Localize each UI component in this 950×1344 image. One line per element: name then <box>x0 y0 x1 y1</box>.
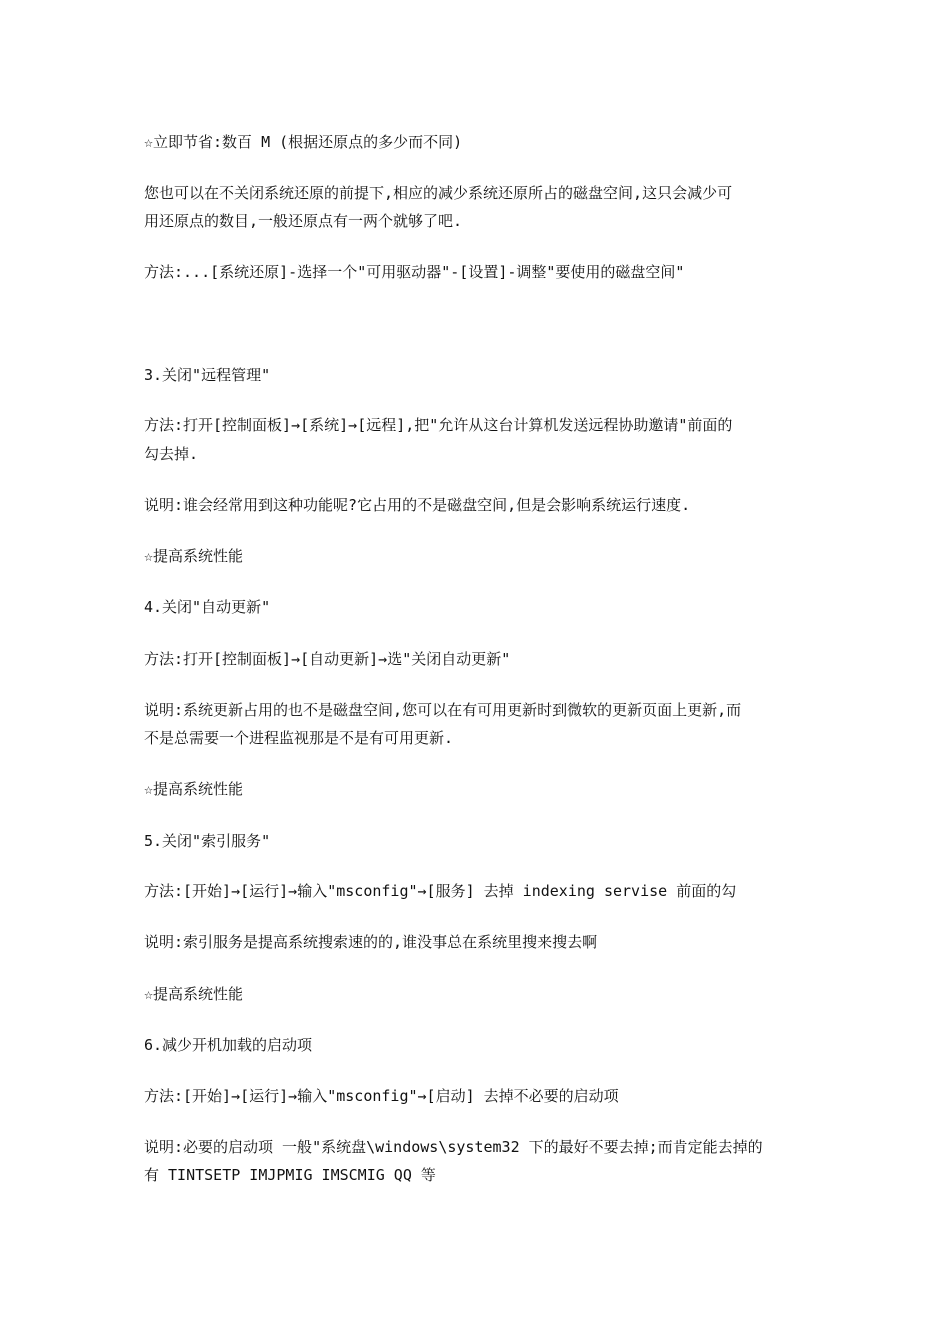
section-heading: 6.减少开机加载的启动项 <box>144 1036 313 1054</box>
text-line: 您也可以在不关闭系统还原的前提下,相应的减少系统还原所占的磁盘空间,这只会减少可 <box>144 184 733 202</box>
text-line: ☆提高系统性能 <box>144 985 244 1003</box>
text-line: 勾去掉. <box>144 445 199 463</box>
text-line: 说明:系统更新占用的也不是磁盘空间,您可以在有可用更新时到微软的更新页面上更新,而 <box>144 701 742 719</box>
text-line: 方法:打开[控制面板]→[系统]→[远程],把"允许从这台计算机发送远程协助邀请"前面的 <box>144 416 733 434</box>
text-line: ☆提高系统性能 <box>144 547 244 565</box>
text-line: 说明:谁会经常用到这种功能呢?它占用的不是磁盘空间,但是会影响系统运行速度. <box>144 496 691 514</box>
text-line: 方法:...[系统还原]-选择一个"可用驱动器"-[设置]-调整"要使用的磁盘空间" <box>144 263 685 281</box>
text-line: 不是总需要一个进程监视那是不是有可用更新. <box>144 729 454 747</box>
text-line: 说明:索引服务是提高系统搜索速的的,谁没事总在系统里搜来搜去啊 <box>144 933 598 951</box>
text-line: 方法:[开始]→[运行]→输入"msconfig"→[服务] 去掉 indexing servise 前面的勾 <box>144 882 737 900</box>
text-line: 方法:[开始]→[运行]→输入"msconfig"→[启动] 去掉不必要的启动项 <box>144 1087 619 1105</box>
text-line: 用还原点的数目,一般还原点有一两个就够了吧. <box>144 212 463 230</box>
section-heading: 5.关闭"索引服务" <box>144 832 271 850</box>
section-heading: 4.关闭"自动更新" <box>144 598 271 616</box>
text-line: ☆立即节省:数百 M (根据还原点的多少而不同) <box>144 133 463 151</box>
text-line: 有 TINTSETP IMJPMIG IMSCMIG QQ 等 <box>144 1166 436 1184</box>
section-heading: 3.关闭"远程管理" <box>144 366 271 384</box>
text-line: 方法:打开[控制面板]→[自动更新]→选"关闭自动更新" <box>144 650 511 668</box>
text-line: ☆提高系统性能 <box>144 780 244 798</box>
text-line: 说明:必要的启动项 一般"系统盘\windows\system32 下的最好不要去掉;而肯定能去掉的 <box>144 1138 763 1156</box>
